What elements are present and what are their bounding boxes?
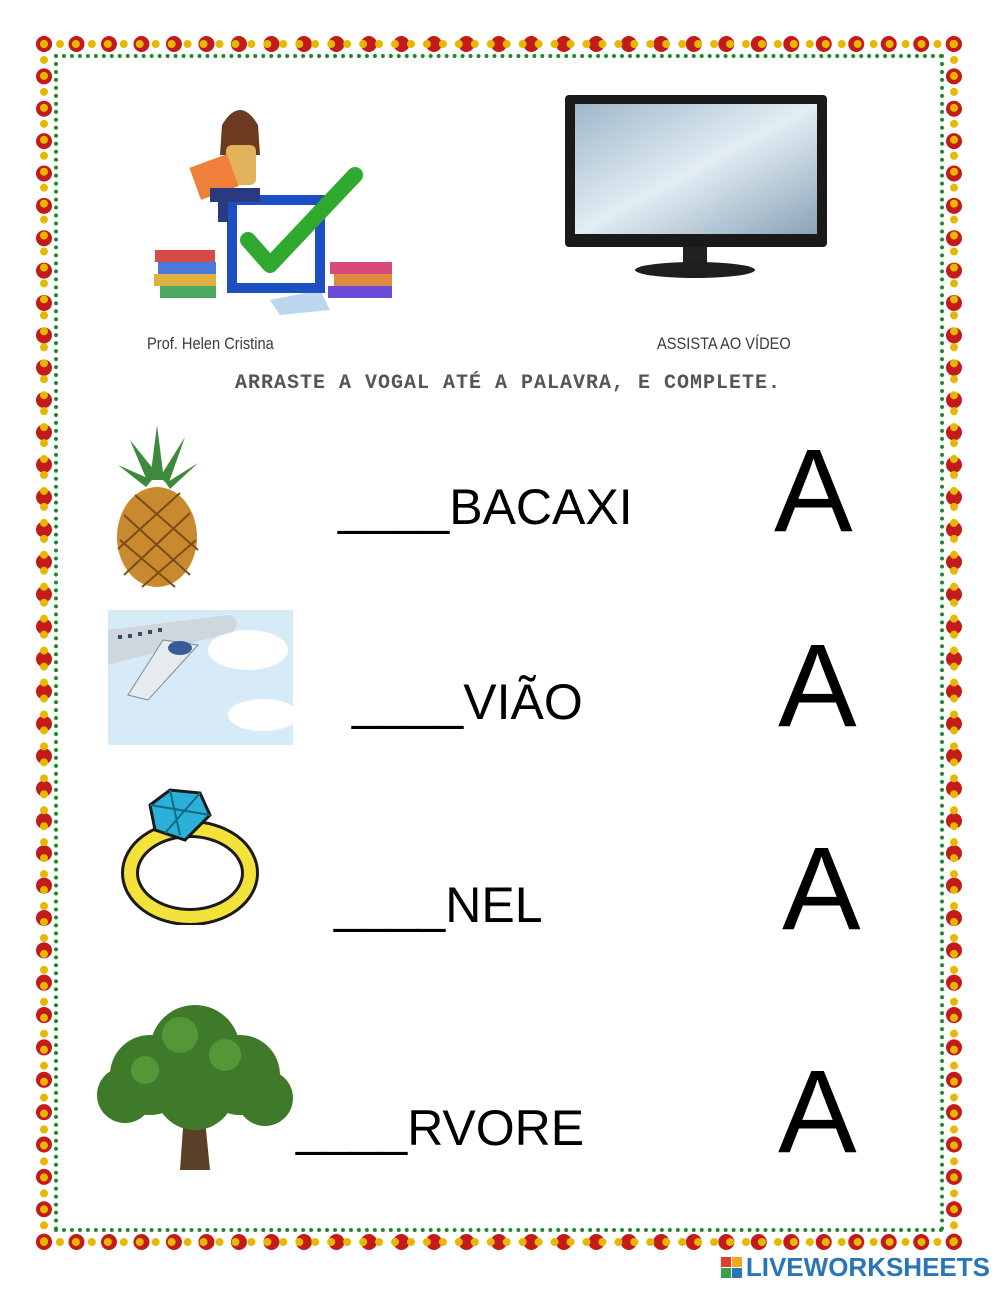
ring-icon xyxy=(120,785,270,925)
word-abacaxi[interactable]: ____BACAXI xyxy=(338,479,633,535)
draggable-vowel[interactable]: A xyxy=(778,1046,857,1178)
monitor-icon xyxy=(555,90,835,290)
teacher-credit: Prof. Helen Cristina xyxy=(147,334,274,353)
liveworksheets-watermark[interactable] xyxy=(721,1252,990,1283)
word-anel[interactable]: ____NEL xyxy=(334,877,543,933)
teacher-reading-icon xyxy=(140,100,410,320)
word-arvore[interactable]: ____RVORE xyxy=(296,1100,585,1156)
tree-icon xyxy=(95,990,295,1180)
draggable-vowel[interactable]: A xyxy=(774,425,853,557)
pineapple-icon xyxy=(110,425,205,590)
draggable-vowel[interactable]: A xyxy=(778,620,857,752)
word-aviao[interactable]: ____VIÃO xyxy=(352,674,583,730)
video-hint: ASSISTA AO VÍDEO xyxy=(657,334,791,353)
draggable-vowel[interactable]: A xyxy=(782,823,861,955)
liveworksheets-logo-icon xyxy=(721,1257,742,1278)
instruction-text: ARRASTE A VOGAL ATÉ A PALAVRA, E COMPLETE. xyxy=(234,372,782,395)
watermark-text: LIVEWORKSHEETS xyxy=(745,1252,990,1282)
airplane-icon xyxy=(108,610,293,745)
